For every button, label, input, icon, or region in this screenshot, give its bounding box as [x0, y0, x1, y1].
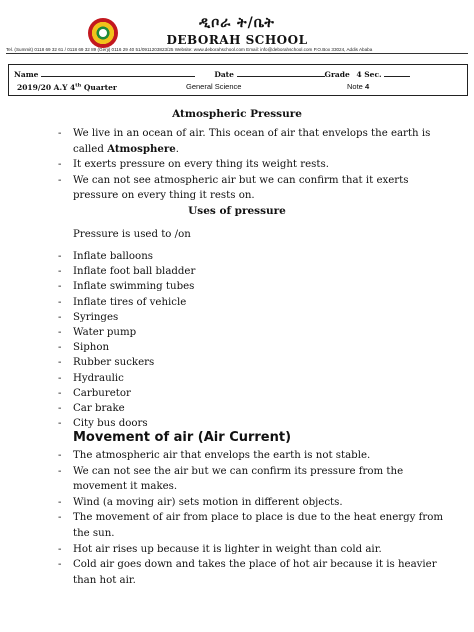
list-item: - Syringes	[58, 310, 454, 325]
student-info-row	[14, 69, 410, 79]
section-title-air-current: Movement of air (Air Current)	[73, 430, 292, 445]
subject: General Science	[186, 82, 242, 91]
uses-intro: Pressure is used to /on	[73, 229, 191, 240]
list-item: - Car brake	[58, 401, 454, 416]
year-quarter-prefix: 2019/20 A.Y 4	[17, 82, 76, 92]
name-field-line	[41, 69, 195, 77]
sec-field-line	[384, 69, 410, 77]
list-item: - Inflate swimming tubes	[58, 279, 454, 294]
list-item: - Carburetor	[58, 386, 454, 401]
header-divider	[6, 53, 468, 54]
list-item: - Siphon	[58, 340, 454, 355]
name-label: Name	[14, 70, 39, 79]
school-name: DEBORAH SCHOOL	[166, 33, 308, 47]
atmosphere-term: Atmosphere	[107, 142, 176, 155]
school-name-amharic: ዲቦራ ት/ቤት	[199, 15, 275, 31]
year-quarter	[17, 82, 117, 92]
uses-list	[58, 249, 454, 431]
list-item: - The atmospheric air that envelops the earth is not stable.	[58, 448, 454, 464]
list-item: - We can not see atmospheric air but we can confirm that it exerts pressure on every thing it rests on.	[58, 173, 454, 204]
contact-line: Tel. (Summit) 0118 69 32 61 / 0118 69 32 89 (Gerji) 0116 29 40 51/0911203823/25 Website: www.deborahschool.com Email: info@deborahschool.com P.O.Box 33024, Addis Ababa	[6, 47, 373, 52]
list-item: - Hot air rises up because it is lighter in weight than cold air.	[58, 542, 454, 558]
list-item: - The movement of air from place to place is due to the heat energy from the sun.	[58, 510, 454, 541]
date-label: Date	[214, 70, 234, 79]
section-title-uses-of-pressure: Uses of pressure	[188, 205, 286, 217]
grade-label: Grade	[324, 70, 350, 79]
student-info-box	[8, 64, 468, 96]
list-item: - Inflate foot ball bladder	[58, 264, 454, 279]
list-item: - Rubber suckers	[58, 355, 454, 370]
date-field-line	[237, 69, 325, 77]
sec-label: Sec.	[364, 70, 382, 79]
list-item: - We can not see the air but we can confirm its pressure from the movement it makes.	[58, 464, 454, 495]
atmosphere-list	[58, 126, 454, 204]
air-current-list	[58, 448, 454, 588]
list-item: - Water pump	[58, 325, 454, 340]
list-item: - Hydraulic	[58, 371, 454, 386]
list-item	[58, 126, 454, 157]
note-number	[347, 82, 369, 91]
note-label: Note	[347, 82, 363, 91]
list-item: - Cold air goes down and takes the place of hot air because it is heavier than hot air.	[58, 557, 454, 588]
list-item: - Inflate tires of vehicle	[58, 295, 454, 310]
note-value: 4	[364, 82, 370, 91]
section-title-atmospheric-pressure: Atmospheric Pressure	[172, 108, 302, 120]
list-item: - It exerts pressure on every thing its weight rests.	[58, 157, 454, 173]
list-item: - City bus doors	[58, 416, 454, 431]
list-item: - Wind (a moving air) sets motion in different objects.	[58, 495, 454, 511]
list-item: - Inflate balloons	[58, 249, 454, 264]
grade-value: 4	[356, 70, 362, 79]
year-quarter-suffix: Quarter	[83, 82, 117, 92]
year-quarter-sup: th	[75, 82, 82, 88]
list-item-text: We live in an ocean of air. This ocean of air that envelops the earth is called	[73, 128, 431, 155]
list-item-text: .	[175, 143, 179, 155]
